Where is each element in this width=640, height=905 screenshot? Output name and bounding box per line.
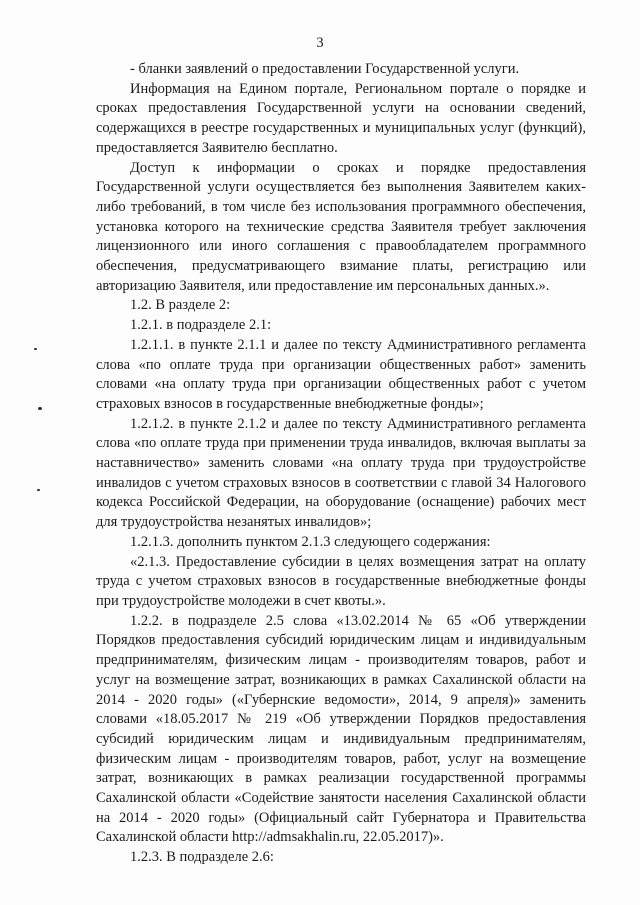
paragraph-access-info: Доступ к информации о сроках и порядке предоставления Государственной услуги осуществляется без выполнения Заявителем каких-либо требований, в том числе без использования программного обеспечения, установка которого на технические средства Заявителя требует заключения лицензионного или иного соглашения с правообладателем программного обеспечения, предусматривающего взимание платы, регистрацию или авторизацию Заявителя, или предоставление им персональных данных.». xyxy=(96,159,586,294)
scan-speck-mark xyxy=(38,407,42,410)
scan-speck-mark xyxy=(34,348,37,350)
paragraph-section-1-2-1-3: 1.2.1.3. дополнить пунктом 2.1.3 следующего содержания: xyxy=(130,533,491,550)
paragraph-section-1-2-1: 1.2.1. в подразделе 2.1: xyxy=(130,317,272,334)
paragraph-section-1-2-2: 1.2.2. в подразделе 2.5 слова «13.02.2014 № 65 «Об утверждении Порядков предоставления субсидий юридическим лицам и индивидуальным предпринимателям, физическим лицам - производителям товаров, работ и услуг на возмещение затрат, возникающих в рамках Сахалинской области на 2014 - 2020 годы» («Губернские ведомости», 2014, 9 апреля)» заменить словами «18.05.2017 № 219 «Об утверждении Порядков предоставления субсидий юридическим лицам и индивидуальным предпринимателям, физическим лицам - производителям товаров, работ, услуг на возмещение затрат, возникающих в рамках реализации государственной программы Сахалинской области «Содействие занятости населения Сахалинской области на 2014 - 2020 годы» (Официальный сайт Губернатора и Правительства Сахалинской области http://admsakhalin.ru, 22.05.2017)». xyxy=(96,612,586,846)
paragraph-portal-info: Информация на Едином портале, Региональном портале о порядке и сроках предоставления Государственной услуги на основании сведений, содержащихся в реестре государственных и муниципальных услуг (функций), предоставляется Заявителю бесплатно. xyxy=(96,80,586,156)
paragraph-section-1-2-1-1: 1.2.1.1. в пункте 2.1.1 и далее по тексту Административного регламента слова «по оплате труда при организации общественных работ» заменить словами «на оплату труда при организации общественных работ с учетом страховых взносов в государственные внебюджетные фонды»; xyxy=(96,336,586,412)
paragraph-forms-list: - бланки заявлений о предоставлении Государственной услуги. xyxy=(130,61,520,77)
paragraph-section-2-1-3-quote: «2.1.3. Предоставление субсидии в целях возмещения затрат на оплату труда с учетом страховых взносов в государственные внебюджетные фонды при трудоустройстве молодежи в счет квоты.». xyxy=(96,553,586,609)
scan-speck-mark xyxy=(37,489,40,491)
paragraph-section-1-2-1-2: 1.2.1.2. в пункте 2.1.2 и далее по тексту Административного регламента слова «по оплате труда при применении труда инвалидов, включая выплаты за наставничество» заменить словами «на оплату труда при трудоустройстве инвалидов с учетом страховых взносов в соответствии с главой 34 Налогового кодекса Российской Федерации, на оборудование (оснащение) рабочих мест для трудоустройства незанятых инвалидов»; xyxy=(96,415,586,531)
paragraph-section-1-2: 1.2. В разделе 2: xyxy=(130,297,231,314)
page-number: 3 xyxy=(316,35,324,51)
paragraph-section-1-2-3: 1.2.3. В подразделе 2.6: xyxy=(130,849,274,866)
document-body xyxy=(96,60,586,868)
